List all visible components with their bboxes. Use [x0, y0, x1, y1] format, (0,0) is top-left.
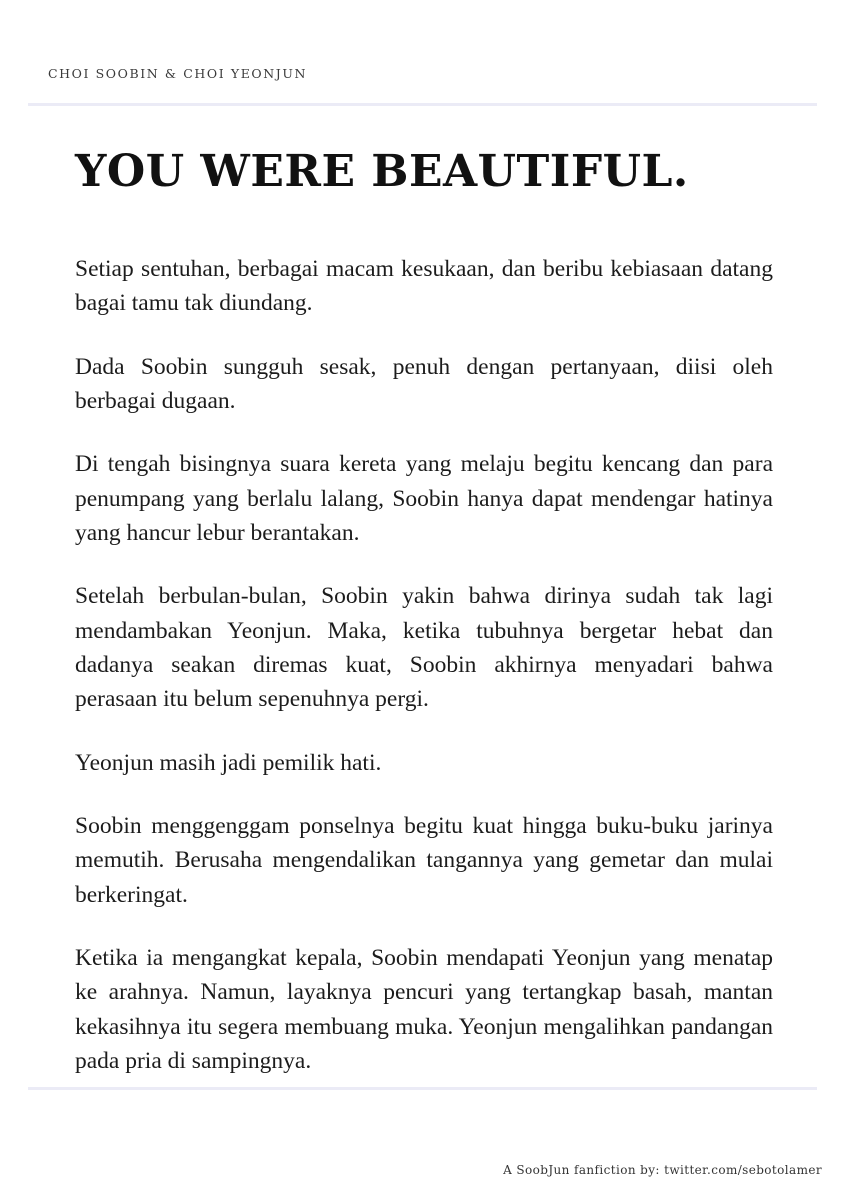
footer-credit: A SoobJun fanfiction by: twitter.com/sebotolamer [503, 1163, 822, 1177]
paragraph-2: Dada Soobin sungguh sesak, penuh dengan pertanyaan, diisi oleh berbagai dugaan. [75, 353, 773, 415]
bottom-divider [28, 1087, 817, 1090]
paragraph-6: Soobin menggenggam ponselnya begitu kuat hingga buku-buku jarinya memutih. Berusaha mengendalikan tangannya yang gemetar dan mulai berkeringat. [75, 812, 773, 908]
paragraph-4: Setelah berbulan-bulan, Soobin yakin bahwa dirinya sudah tak lagi mendambakan Yeonjun. Maka, ketika tubuhnya bergetar hebat dan dadanya seakan diremas kuat, Soobin akhirnya menyadari bahwa perasaan itu belum sepenuhnya pergi. [75, 583, 773, 713]
paragraph-5: Yeonjun masih jadi pemilik hati. [75, 749, 382, 776]
paragraph-7: Ketika ia mengangkat kepala, Soobin mendapati Yeonjun yang menatap ke arahnya. Namun, layaknya pencuri yang tertangkap basah, mantan kekasihnya itu segera membuang muka. Yeonjun mengalihkan pandangan pada pria di sampingnya. [75, 944, 773, 1075]
story-body [75, 252, 773, 1079]
page-title: YOU WERE BEAUTIFUL. [75, 146, 689, 197]
top-divider [28, 103, 817, 106]
header-label: CHOI SOOBIN & CHOI YEONJUN [48, 66, 308, 81]
paragraph-1: Setiap sentuhan, berbagai macam kesukaan, dan beribu kebiasaan datang bagai tamu tak diundang. [75, 256, 773, 317]
paragraph-3: Di tengah bisingnya suara kereta yang melaju begitu kencang dan para penumpang yang berlalu lalang, Soobin hanya dapat mendengar hatinya yang hancur lebur berantakan. [75, 451, 773, 547]
